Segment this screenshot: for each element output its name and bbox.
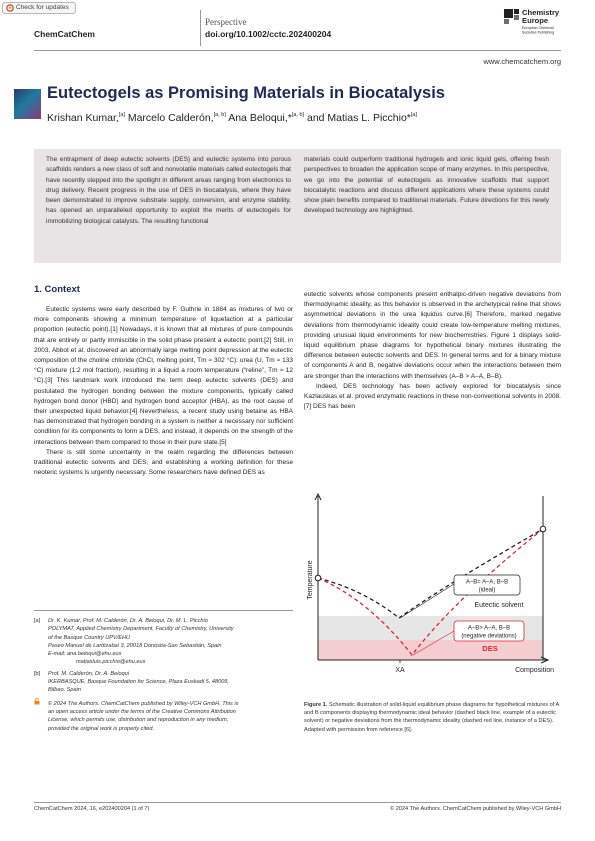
check-for-updates-button[interactable]: [2, 2, 76, 14]
footnote-line: Paseo Manuel de Lardizabal 3, 20018 Donostia-San Sebastián, Spain: [48, 642, 222, 649]
logo-line-1: Chemistry: [522, 8, 560, 17]
article-title: Eutectogels as Promising Materials in Biocatalysis: [47, 84, 445, 102]
caption-text: Schematic illustration of solid-liquid equilibrium phase diagrams for hypothetical mixtures of A and B components displaying thermodynamic ideal behavior (dashed black line, example of a eutectic solvent) or negative deviations from the thermodynamic ideality (dashed red line, instance of a DES). Adapted with permission from reference [6].: [304, 702, 559, 733]
footnote-label: [a]: [34, 618, 41, 624]
endpoint-marker: [315, 575, 321, 581]
chemistry-europe-logo: [502, 6, 582, 44]
toc-thumbnail: [14, 89, 41, 119]
figure-caption: [304, 701, 559, 734]
update-icon: [6, 4, 14, 12]
footnote-line: provided the original work is properly cited.: [48, 725, 155, 732]
header-divider: [200, 10, 201, 46]
footnote-b: [34, 670, 293, 695]
logo-mark: [504, 9, 519, 24]
ideal-box-line-1: A–B= A–A, B–B: [465, 579, 509, 586]
author-name: Krishan Kumar,: [47, 112, 119, 124]
doi-link[interactable]: doi.org/10.1002/cctc.202400204: [205, 29, 332, 39]
footnote-affiliations: [34, 617, 293, 733]
abstract-left: The entrapment of deep eutectic solvents (DES) and eutectic systems into porous scaffolds renders a new class of soft and nonvolatile materials called eutectogels that have recently stepped into the spotlight in different areas ranging from electronics to drug delivery. Recent progress in the use of DES in biocatalysis, where they have been demonstrated to improve substrate supply, conversion, and enzyme stability, has opened an unparalleled opportunity to exploit the merits of eutectogels for immobilizing biological catalysts. The resulting functional: [46, 156, 291, 225]
footnote-rule: [34, 610, 293, 611]
author-name: Marcelo Calderón,: [124, 112, 214, 124]
footnote-label: [b]: [34, 670, 41, 677]
footer-citation: ChemCatChem 2024, 16, e202400204 (1 of 7): [34, 806, 150, 812]
footnote-line: an open access article under the terms of the Creative Commons Attribution: [48, 708, 236, 715]
footnote-line: Bilbao, Spain: [48, 687, 81, 694]
footnote-line: © 2024 The Authors. ChemCatChem published by Wiley-VCH GmbH. This is: [48, 700, 239, 707]
des-label: DES: [482, 644, 498, 653]
body-left-column: [34, 305, 293, 478]
footnote-email[interactable]: E-mail: ana.beloqui@ehu.eus: [48, 651, 122, 658]
logo-line-2: Europe: [522, 16, 549, 25]
author-list: [47, 112, 417, 124]
paragraph: eutectic solvents whose components present enthalpic-driven negative deviations from thermodynamic ideality, as this behavior is observed in the archetypical reline that shows asymmetrical deviations in the urea liquidus curve.[6] Therefore, marked negative deviations from thermodynamic ideality could create low-temperature melting mixtures, providing unusual liquid environments for new biochemistries. Figure 1 displays solid-liquid equilibrium phase diagrams for hypothetical binary mixtures illustrating the difference between eutectic solvents and DES. In general terms and for a binary mixture of components A and B, negative deviations occur when the interactions between them are stronger than the interactions with themselves (A–B > A–A, B–B).: [304, 291, 561, 380]
header-rule: [34, 50, 561, 51]
footnote-line: License, which permits use, distribution and reproduction in any medium,: [48, 717, 229, 724]
logo-sub-2: Societies Publishing: [522, 30, 555, 35]
footnote-line: of the Basque Country UPV/EHU: [48, 634, 131, 641]
open-access-icon: [34, 698, 48, 708]
endpoint-marker: [540, 526, 546, 532]
section-heading: 1. Context: [34, 284, 80, 295]
des-band: [318, 640, 543, 660]
footnote-line: Prof. M. Calderón, Dr. A. Beloqui: [48, 670, 130, 677]
paragraph: There is still some uncertainty in the realm regarding the differences between traditional eutectic solvents and DES, and establishing a working definition for these neoteric systems is urgently necessary. Some researchers have defined DES as: [34, 448, 293, 477]
author-affiliation: [a, b]: [291, 112, 305, 118]
footnote-line: POLYMAT, Applied Chemistry Department, Faculty of Chemistry, University: [48, 626, 234, 633]
abstract-box: [34, 149, 561, 263]
ideal-pointer: [400, 584, 454, 618]
journal-url[interactable]: www.chemcatchem.org: [483, 57, 561, 66]
ideal-box-line-2: (ideal): [478, 587, 496, 594]
author-name: Ana Beloqui,*: [225, 112, 292, 124]
footnote-license: [34, 698, 293, 733]
footer-copyright: © 2024 The Authors. ChemCatChem published by Wiley-VCH GmbH: [390, 806, 561, 812]
eutectic-solvent-label: Eutectic solvent: [474, 602, 524, 609]
y-axis-label: Temperature: [307, 560, 314, 600]
paragraph: Eutectic systems were early described by F. Guthrie in 1884 as mixtures of two or more components showing a minimum temperature of liquefaction at a particular proportion (eutectic point).[1] Nowadays, it is known that all mixtures of pure compounds that are entirely or partly immiscible in the solid phase present a eutectic point.[2] Still, in 2003, Abbot et al. discovered an abnormally large melting point depression at the eutectic composition of the choline chloride (ChCl, melting point, Tm ≈ 302 °C): urea (U, Tm ≈ 133 °C) mixture (1:2 mol fraction), resulting in a liquid a room temperature (“reline”, Tm ≈ 12 °C).[3] This landmark work introduced the term deep eutectic solvents (DES) and postulated the hydrogen bonding between the mixture components, typically called hydrogen bond donor (HBD) and hydrogen bond acceptor (HBA), as the root cause of their unexpected liquid behavior.[4] Nevertheless, a recent study using betaine as HBA has demonstrated that hydrogen bonding in a system is neither a necessary nor sufficient condition for its components to form a DES, and instead, it depends on the strength of the interactions between them compared to those in their pure state.[5]: [34, 306, 293, 446]
negative-box-line-1: A–B> A–A, B–B: [467, 625, 511, 632]
paragraph: Indeed, DES technology has been actively explored for biocatalysis since Kazlauskas et al. proved enzymatic reactions in these non-conventional solvents in 2008.[7] DES has been: [304, 382, 561, 411]
body-right-column: [304, 290, 561, 412]
author-affiliation: [a]: [118, 112, 125, 118]
footnote-line: Dr. K. Kumar, Prof. M. Calderón, Dr. A. Beloqui, Dr. M. L. Picchio: [48, 618, 208, 624]
footnote-email[interactable]: matiasluis.picchio@ehu.eus: [76, 659, 146, 666]
caption-label: Figure 1.: [304, 702, 328, 708]
author-affiliation: [a, b]: [213, 112, 226, 118]
x-axis-label-composition: Composition: [515, 667, 554, 674]
footnote-a: [34, 617, 293, 667]
footnote-line: IKERBASQUE, Basque Foundation for Science, Plaza Euskadi 5, 48009,: [48, 679, 229, 686]
author-affiliation: [a]: [410, 112, 418, 118]
footer-rule: [34, 802, 561, 803]
article-type: Perspective: [205, 17, 247, 27]
x-axis-label-xa: XA: [395, 667, 405, 674]
figure-1-phase-diagram: [304, 490, 559, 698]
author-name: and Matias L. Picchio*: [304, 112, 411, 124]
negative-box-line-2: (negative deviations): [461, 633, 517, 640]
abstract-right: materials could outperform traditional hydrogels and ionic liquid gels, offering fresh perspectives to broaden the application scope of many enzymes. In this perspective, we go into the potential of eutectogels as innovative scaffolds that support biocatalytic reactions and discuss different applications where these systems could show plain benefits compared to traditional materials. Future directions for this newly developed technology are highlighted.: [304, 156, 549, 215]
logo-sub-1: European Chemical: [522, 26, 554, 30]
journal-name: ChemCatChem: [34, 29, 95, 39]
check-for-updates-label: Check for updates: [16, 4, 69, 11]
